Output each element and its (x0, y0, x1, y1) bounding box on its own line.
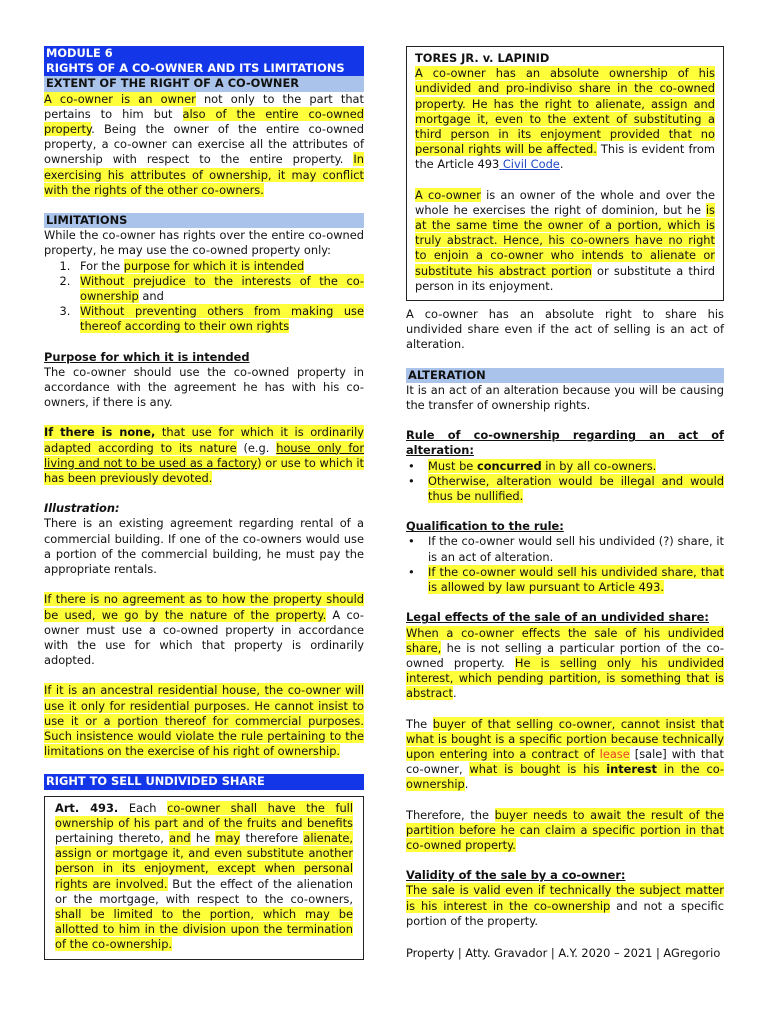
legal-effects-heading: Legal effects of the sale of an undivided share: (406, 610, 709, 625)
illustration-paragraph-2: If there is no agreement as to how the property should be used, we go by the nature of the property. A co-owner must use a co-owned property in accordance with the use for which that property is ordinarily adopted. (44, 592, 364, 668)
right-column (406, 46, 724, 961)
validity-paragraph: The sale is valid even if technically the subject matter is his interest in the co-ownership and not a specific portion of the property. (406, 883, 724, 928)
civil-code-link[interactable]: Civil Code (499, 157, 560, 172)
qualification-item: • If the co-owner would sell his undivided share, that is allowed by law pursuant to Article 493. (428, 565, 724, 595)
tores-case-box (406, 46, 724, 301)
rule-list (406, 459, 724, 505)
qualification-heading: Qualification to the rule: (406, 519, 564, 534)
extent-paragraph: A co-owner is an owner not only to the part that pertains to him but also of the entire co-owned property. Being the owner of the entire co-owned property, a co-owner can exercise all the attributes of ownership with respect to the entire property. In exercising his attributes of ownership, it may conflict with the rights of the other co-owners. (44, 91, 365, 197)
purpose-none-paragraph: If there is none, that use for which it is ordinarily adapted according to its nature (e.g. house only for living and not to be used as a factory) or use to which it has been previously devoted. (44, 425, 364, 486)
sell-heading: RIGHT TO SELL UNDIVIDED SHARE (44, 774, 364, 789)
rule-heading: Rule of co-ownership regarding an act of alteration: (406, 428, 724, 458)
module-title: RIGHTS OF A CO-OWNER AND ITS LIMITATIONS (44, 61, 364, 76)
case-paragraph-2: A co-owner is an owner of the whole and over the whole he exercises the right of dominion, but he is at the same time the owner of a portion, which is truly abstract. Hence, his co-owners have no right to enjoin a co-owner who intends to alienate or substitute his abstract portion or substitute a third person in its enjoyment. (415, 187, 715, 293)
illustration-heading: Illustration: (44, 501, 120, 516)
rule-item: • Must be concurred in by all co-owners. (428, 459, 724, 474)
case-title: TORES JR. v. LAPINID (415, 51, 550, 65)
legal-paragraph-3: Therefore, the buyer needs to await the result of the partition before he can claim a specific portion in that co-owned property. (406, 807, 724, 852)
illustration-paragraph-3: If it is an ancestral residential house, the co-owner will use it only for residential purposes. He cannot insist to use it or a portion thereof for commercial purposes. Such insistence would violate the rule pertaining to the limitations on the exercise of his right of ownership. (44, 683, 364, 759)
left-column (44, 46, 364, 960)
article-493-box: Art. 493. Each co-owner shall have the full ownership of his part and of the fruits and benefits pertaining thereto, and he may therefore alienate, assign or mortgage it, and even substitute another person in its enjoyment, except when personal rights are involved. But the effect of the alienation or the mortgage, with respect to the co-owners, shall be limited to the portion, which may be allotted to him in the division upon the termination of the co-ownership. (44, 796, 364, 960)
purpose-heading: Purpose for which it is intended (44, 349, 250, 364)
limitation-item: 3. Without preventing others from making use thereof according to their own rights (74, 304, 364, 334)
limitations-intro: While the co-owner has rights over the entire co-owned property, he may use the co-owned property only: (44, 228, 364, 258)
absolute-right-paragraph: A co-owner has an absolute right to share his undivided share even if the act of selling is an act of alteration. (406, 307, 724, 352)
rule-item: • Otherwise, alteration would be illegal and would thus be nullified. (428, 474, 724, 504)
purpose-paragraph: The co-owner should use the co-owned property in accordance with the agreement he has with his co-owners, if there is any. (44, 364, 364, 410)
limitation-item: 1. For the purpose for which it is intended (74, 259, 364, 274)
illustration-paragraph-1: There is an existing agreement regarding rental of a commercial building. If one of the co-owners would use a portion of the commercial building, he must pay the appropriate rentals. (44, 516, 364, 577)
limitations-heading: LIMITATIONS (44, 213, 364, 228)
extent-heading: EXTENT OF THE RIGHT OF A CO-OWNER (44, 76, 364, 91)
module-number: MODULE 6 (44, 46, 364, 61)
alteration-heading: ALTERATION (406, 368, 724, 383)
limitations-list (44, 259, 364, 335)
limitation-item: 2. Without prejudice to the interests of the co-ownership and (74, 274, 364, 304)
qualification-list (406, 534, 724, 595)
legal-paragraph-1: When a co-owner effects the sale of his undivided share, he is not selling a particular portion of the co-owned property. He is selling only his undivided interest, which pending partition, is something that is abstract. (406, 625, 724, 701)
page-footer: Property | Atty. Gravador | A.Y. 2020 – 2021 | AGregorio (406, 945, 721, 960)
case-paragraph-1: A co-owner has an absolute ownership of his undivided and pro-indiviso share in the co-owned property. He has the right to alienate, assign and mortgage it, even to the extent of substituting a third person in its enjoyment provided that no personal rights will be affected. This is evident from the Article 493 Civil Code. (415, 66, 715, 172)
validity-heading: Validity of the sale by a co-owner: (406, 868, 626, 883)
qualification-item: • If the co-owner would sell his undivided (?) share, it is an act of alteration. (428, 534, 724, 564)
alteration-paragraph: It is an act of an alteration because you will be causing the transfer of ownership rights. (406, 382, 724, 413)
legal-paragraph-2: The buyer of that selling co-owner, cannot insist that what is bought is a specific portion because technically upon entering into a contract of lease [sale] with that co-owner, what is bought is his interest in the co-ownership. (406, 716, 725, 792)
